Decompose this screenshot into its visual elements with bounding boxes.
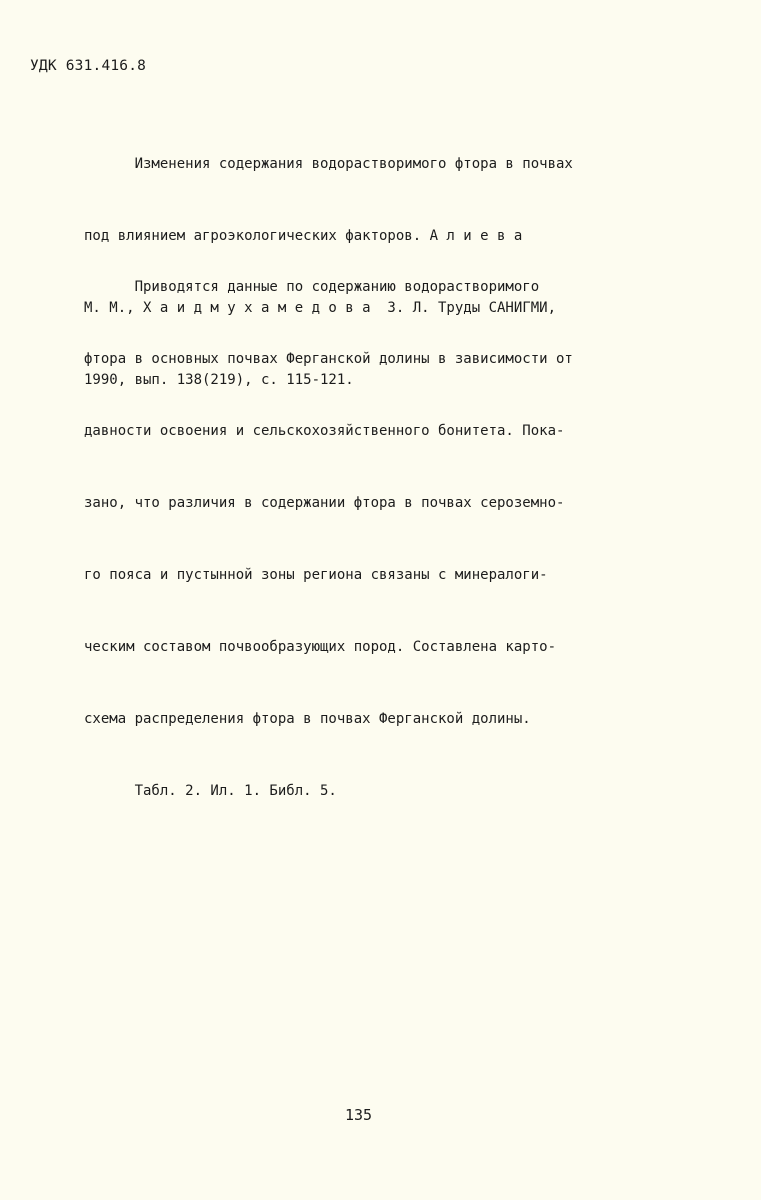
abstract-line: фтора в основных почвах Ферганской долины в зависимости от [84, 351, 573, 367]
abstract-line: ческим составом почвообразующих пород. Составлена карто- [84, 639, 557, 655]
abstract-line: Приводятся данные по содержанию водорастворимого [84, 279, 540, 295]
abstract-line: Табл. 2. Ил. 1. Библ. 5. [84, 783, 337, 799]
reference-line: М. М., Х а и д м у х а м е д о в а З. Л. Труды САНИГМИ, [84, 300, 557, 316]
abstract-line: давности освоения и сельскохозяйственного бонитета. Пока- [84, 423, 565, 439]
abstract-line: зано, что различия в содержании фтора в почвах сероземно- [84, 495, 565, 511]
page-number: 135 [345, 1106, 373, 1124]
abstract-text [84, 227, 684, 851]
reference-line: под влиянием агроэкологических факторов. А л и е в а [84, 228, 523, 244]
reference-line: 1990, вып. 138(219), с. 115-121. [84, 372, 354, 388]
reference-line: Изменения содержания водорастворимого фтора в почвах [84, 156, 573, 172]
abstract-line: го пояса и пустынной зоны региона связаны с минералоги- [84, 567, 548, 583]
abstract-line: схема распределения фтора в почвах Ферганской долины. [84, 711, 531, 727]
udk-code: УДК 631.416.8 [30, 58, 147, 74]
